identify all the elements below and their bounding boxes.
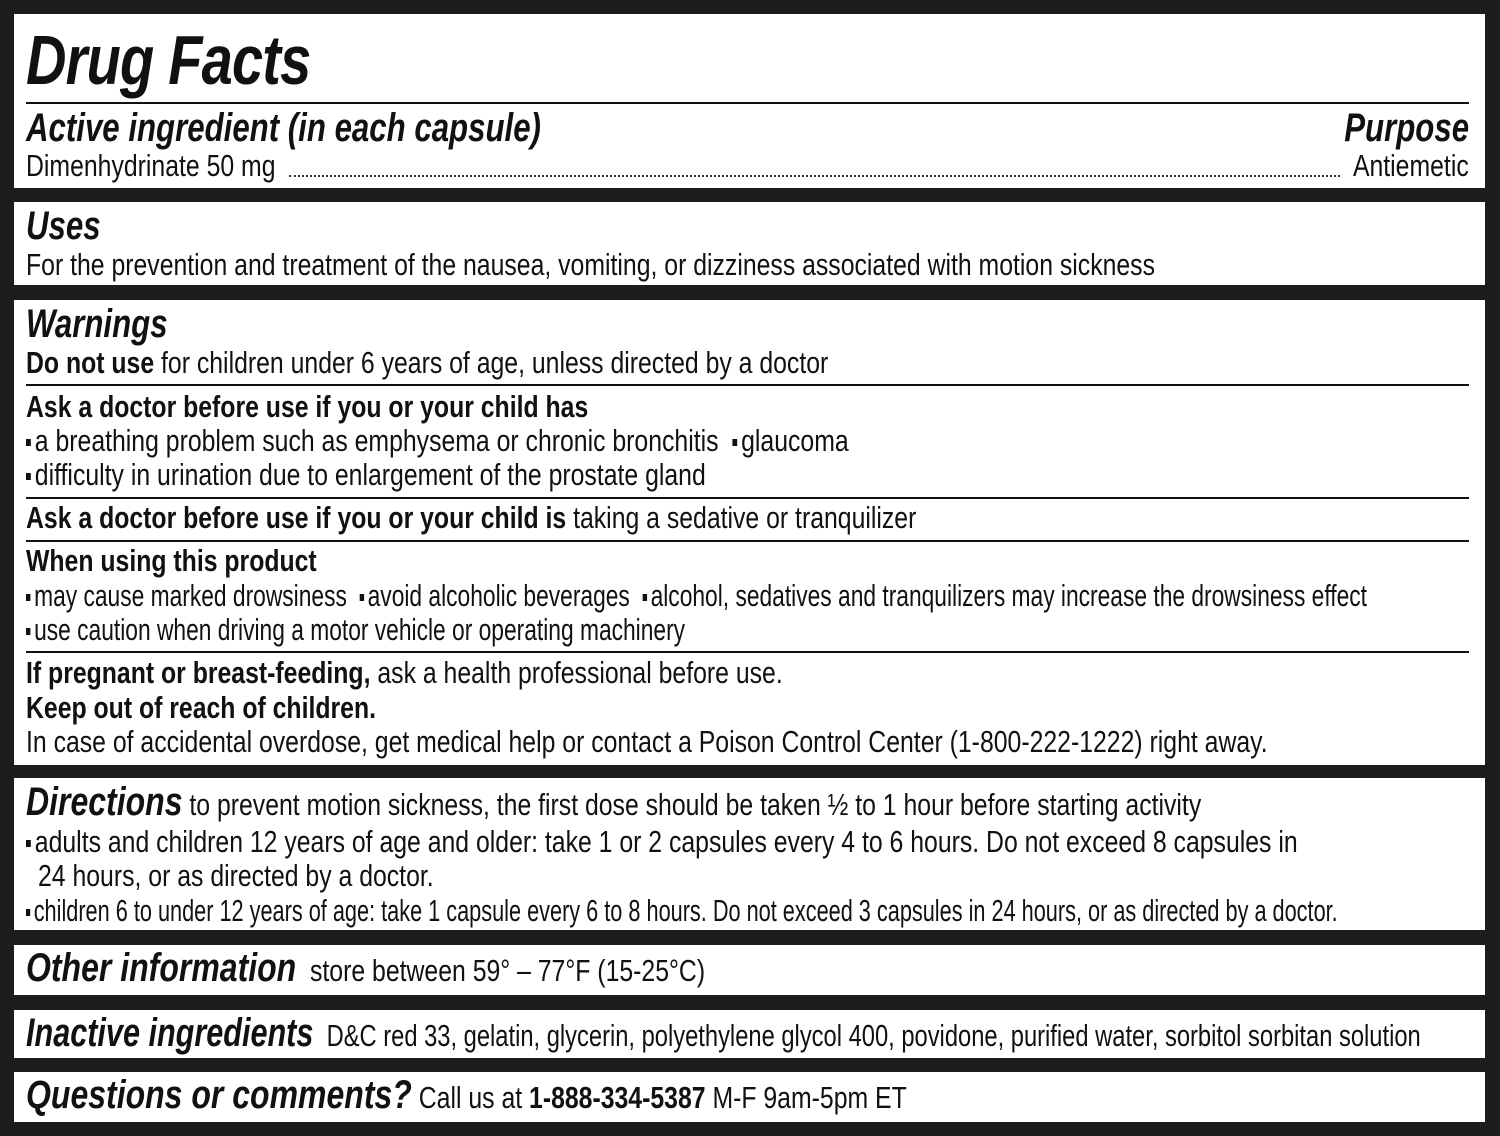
leader-dots <box>289 175 1340 177</box>
purpose-value: Antiemetic <box>1353 148 1469 183</box>
other-information-panel <box>14 945 1485 995</box>
directions-list-item: adults and children 12 years of age and older: take 1 or 2 capsules every 4 to 6 hours. Do not exceed 8 capsules in <box>26 824 1500 860</box>
bullet-icon <box>26 439 31 446</box>
page-title: Drug Facts <box>26 21 311 99</box>
ingredient-name: Dimenhydrinate 50 mg <box>26 148 276 183</box>
bullet-icon <box>26 909 30 916</box>
ask-doctor-is: Ask a doctor before use if you or your child is taking a sedative or tranquilizer <box>26 500 917 535</box>
warnings-heading: Warnings <box>26 302 168 346</box>
directions-list-item: children 6 to under 12 years of age: take 1 capsule every 6 to 8 hours. Do not exceed 3 capsules in 24 hours, or as directed by a doctor. <box>26 893 1500 929</box>
other-information: Other information store between 59° – 77°F (15-25°C) <box>26 946 706 990</box>
divider <box>26 102 1469 104</box>
active-ingredient-heading: Active ingredient (in each capsule) <box>26 106 541 150</box>
questions-panel <box>14 1072 1485 1122</box>
bullet-icon <box>732 439 737 446</box>
divider <box>26 497 1469 499</box>
when-using-list-item: use caution when driving a motor vehicle or operating machinery <box>26 612 923 648</box>
bullet-icon <box>26 628 30 635</box>
warnings-panel <box>14 300 1485 765</box>
ask-doctor-has-list-item: difficulty in urination due to enlargement of the prostate gland <box>26 457 876 493</box>
ask-doctor-has-heading: Ask a doctor before use if you or your child has <box>26 389 589 424</box>
divider <box>26 651 1469 653</box>
bullet-icon <box>26 594 30 601</box>
keep-out-of-reach: Keep out of reach of children. <box>26 690 376 725</box>
phone-number: 1-888-334-5387 <box>529 1080 706 1115</box>
ask-doctor-has-list: a breathing problem such as emphysema or chronic bronchitis glaucoma <box>26 423 1054 459</box>
overdose-warning: In case of accidental overdose, get medical help or contact a Poison Control Center (1-800-222-1222) right away. <box>26 724 1268 759</box>
divider <box>26 384 1469 386</box>
bullet-icon <box>360 594 364 601</box>
inactive-ingredients-panel <box>14 1010 1485 1058</box>
bullet-icon <box>26 840 31 847</box>
drug-facts-header-panel <box>14 14 1485 188</box>
when-using-heading: When using this product <box>26 543 317 578</box>
divider <box>26 540 1469 542</box>
uses-text: For the prevention and treatment of the nausea, vomiting, or dizziness associated with motion sickness <box>26 247 1155 282</box>
when-using-list: may cause marked drowsiness avoid alcoholic beverages alcohol, sedatives and tranquilizers may increase the drowsiness effect <box>26 578 1500 614</box>
inactive-ingredients: Inactive ingredients D&C red 33, gelatin, glycerin, polyethylene glycol 400, povidone, purified water, sorbitol sorbitan solution <box>26 1011 1421 1055</box>
uses-panel <box>14 202 1485 285</box>
bullet-icon <box>642 594 646 601</box>
purpose-heading: Purpose <box>1344 106 1469 150</box>
directions-panel <box>14 778 1485 930</box>
questions-or-comments: Questions or comments? Call us at 1-888-334-5387 M-F 9am-5pm ET <box>26 1073 907 1117</box>
pregnant-warning: If pregnant or breast-feeding, ask a health professional before use. <box>26 655 783 690</box>
bullet-icon <box>26 473 31 480</box>
uses-heading: Uses <box>26 204 101 248</box>
directions-intro: Directions to prevent motion sickness, the first dose should be taken ½ to 1 hour before starting activity <box>26 780 1202 824</box>
directions-list-item-continued: 24 hours, or as directed by a doctor. <box>38 858 434 893</box>
do-not-use: Do not use for children under 6 years of age, unless directed by a doctor <box>26 345 829 380</box>
